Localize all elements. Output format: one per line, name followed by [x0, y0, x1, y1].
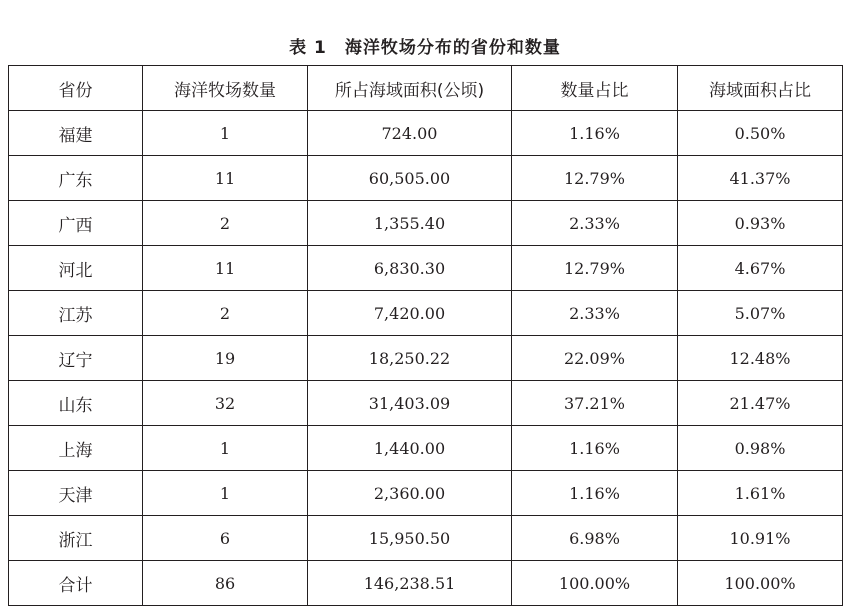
total-row [9, 561, 843, 606]
cell-count: 6 [143, 516, 308, 561]
cell-total-count-share: 100.00% [512, 561, 678, 606]
cell-count: 2 [143, 201, 308, 246]
table-row [9, 156, 843, 201]
cell-area: 60,505.00 [308, 156, 512, 201]
cell-area-share: 1.61% [678, 471, 843, 516]
cell-area: 1,440.00 [308, 426, 512, 471]
cell-area: 31,403.09 [308, 381, 512, 426]
cell-area: 18,250.22 [308, 336, 512, 381]
cell-area: 7,420.00 [308, 291, 512, 336]
cell-area-share: 0.98% [678, 426, 843, 471]
cell-count: 11 [143, 156, 308, 201]
cell-area-share: 5.07% [678, 291, 843, 336]
cell-count-share: 6.98% [512, 516, 678, 561]
cell-area-share: 4.67% [678, 246, 843, 291]
table-caption [0, 33, 850, 58]
cell-count: 1 [143, 426, 308, 471]
header-area-share: 海域面积占比 [678, 66, 843, 111]
cell-total-label: 合计 [9, 561, 143, 606]
cell-count-share: 37.21% [512, 381, 678, 426]
cell-province: 广东 [9, 156, 143, 201]
cell-area: 724.00 [308, 111, 512, 156]
header-row [9, 66, 843, 111]
cell-province: 辽宁 [9, 336, 143, 381]
cell-area-share: 12.48% [678, 336, 843, 381]
cell-total-count: 86 [143, 561, 308, 606]
cell-province: 天津 [9, 471, 143, 516]
cell-area: 15,950.50 [308, 516, 512, 561]
cell-province: 河北 [9, 246, 143, 291]
cell-total-area: 146,238.51 [308, 561, 512, 606]
cell-count-share: 1.16% [512, 471, 678, 516]
table-row [9, 201, 843, 246]
cell-area: 1,355.40 [308, 201, 512, 246]
cell-count-share: 2.33% [512, 201, 678, 246]
cell-count: 32 [143, 381, 308, 426]
cell-area: 2,360.00 [308, 471, 512, 516]
cell-count-share: 22.09% [512, 336, 678, 381]
cell-province: 广西 [9, 201, 143, 246]
header-count: 海洋牧场数量 [143, 66, 308, 111]
cell-area-share: 0.93% [678, 201, 843, 246]
cell-province: 山东 [9, 381, 143, 426]
cell-count-share: 1.16% [512, 111, 678, 156]
cell-count: 19 [143, 336, 308, 381]
cell-area-share: 41.37% [678, 156, 843, 201]
cell-count: 1 [143, 111, 308, 156]
cell-count-share: 12.79% [512, 246, 678, 291]
cell-province: 浙江 [9, 516, 143, 561]
cell-count-share: 12.79% [512, 156, 678, 201]
table-row [9, 111, 843, 156]
cell-count-share: 2.33% [512, 291, 678, 336]
table-row [9, 471, 843, 516]
cell-area: 6,830.30 [308, 246, 512, 291]
table-row [9, 291, 843, 336]
cell-count: 1 [143, 471, 308, 516]
header-area: 所占海域面积(公顷) [308, 66, 512, 111]
cell-province: 江苏 [9, 291, 143, 336]
cell-area-share: 0.50% [678, 111, 843, 156]
cell-count-share: 1.16% [512, 426, 678, 471]
cell-count: 2 [143, 291, 308, 336]
cell-province: 福建 [9, 111, 143, 156]
cell-area-share: 10.91% [678, 516, 843, 561]
header-count-share: 数量占比 [512, 66, 678, 111]
cell-province: 上海 [9, 426, 143, 471]
cell-total-area-share: 100.00% [678, 561, 843, 606]
table-row [9, 516, 843, 561]
table-row [9, 246, 843, 291]
cell-area-share: 21.47% [678, 381, 843, 426]
table-row [9, 381, 843, 426]
header-province: 省份 [9, 66, 143, 111]
table-row [9, 336, 843, 381]
table-number: 表 1 [289, 38, 327, 58]
table-row [9, 426, 843, 471]
province-table [8, 65, 843, 606]
table-title: 海洋牧场分布的省份和数量 [344, 38, 561, 58]
cell-count: 11 [143, 246, 308, 291]
